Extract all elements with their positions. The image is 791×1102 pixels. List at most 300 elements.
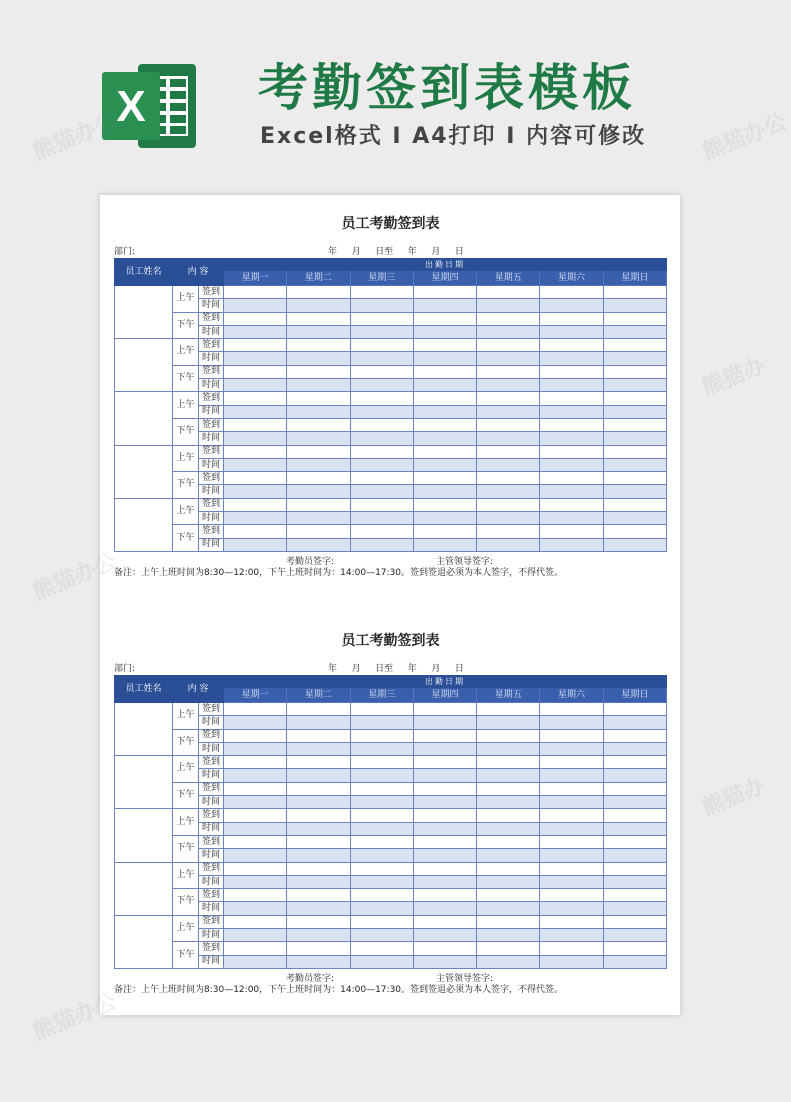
- attendance-cell[interactable]: [287, 286, 350, 299]
- attendance-cell[interactable]: [477, 365, 540, 378]
- attendance-cell[interactable]: [477, 915, 540, 928]
- attendance-cell[interactable]: [540, 339, 603, 352]
- attendance-cell[interactable]: [287, 312, 350, 325]
- attendance-cell[interactable]: [477, 445, 540, 458]
- attendance-cell[interactable]: [350, 538, 413, 551]
- attendance-cell[interactable]: [413, 418, 476, 431]
- attendance-cell[interactable]: [540, 512, 603, 525]
- attendance-cell[interactable]: [287, 392, 350, 405]
- attendance-cell[interactable]: [224, 756, 287, 769]
- attendance-cell[interactable]: [224, 392, 287, 405]
- attendance-cell[interactable]: [224, 339, 287, 352]
- attendance-cell[interactable]: [350, 432, 413, 445]
- attendance-cell[interactable]: [603, 955, 666, 968]
- attendance-cell[interactable]: [413, 716, 476, 729]
- attendance-cell[interactable]: [350, 418, 413, 431]
- attendance-cell[interactable]: [287, 796, 350, 809]
- attendance-cell[interactable]: [540, 809, 603, 822]
- attendance-cell[interactable]: [350, 955, 413, 968]
- attendance-cell[interactable]: [603, 942, 666, 955]
- attendance-cell[interactable]: [477, 902, 540, 915]
- row-label: 签到: [199, 418, 224, 431]
- attendance-cell[interactable]: [540, 458, 603, 471]
- attendance-cell[interactable]: [413, 849, 476, 862]
- attendance-cell[interactable]: [603, 352, 666, 365]
- attendance-cell[interactable]: [540, 392, 603, 405]
- attendance-cell[interactable]: [287, 742, 350, 755]
- attendance-cell[interactable]: [603, 796, 666, 809]
- attendance-cell[interactable]: [224, 432, 287, 445]
- attendance-cell[interactable]: [413, 432, 476, 445]
- attendance-cell[interactable]: [540, 915, 603, 928]
- attendance-cell[interactable]: [540, 498, 603, 511]
- attendance-cell[interactable]: [350, 756, 413, 769]
- attendance-cell[interactable]: [540, 955, 603, 968]
- attendance-cell[interactable]: [287, 538, 350, 551]
- attendance-cell[interactable]: [540, 703, 603, 716]
- attendance-cell[interactable]: [224, 889, 287, 902]
- attendance-cell[interactable]: [540, 822, 603, 835]
- attendance-cell[interactable]: [603, 929, 666, 942]
- attendance-cell[interactable]: [603, 432, 666, 445]
- row-label: 时间: [199, 325, 224, 338]
- attendance-cell[interactable]: [540, 352, 603, 365]
- attendance-cell[interactable]: [224, 379, 287, 392]
- attendance-cell[interactable]: [287, 472, 350, 485]
- attendance-cell[interactable]: [603, 392, 666, 405]
- attendance-cell[interactable]: [287, 498, 350, 511]
- employee-name-cell[interactable]: [115, 498, 173, 551]
- attendance-cell[interactable]: [287, 729, 350, 742]
- attendance-cell[interactable]: [540, 445, 603, 458]
- attendance-cell[interactable]: [413, 889, 476, 902]
- attendance-cell[interactable]: [477, 929, 540, 942]
- attendance-cell[interactable]: [477, 796, 540, 809]
- attendance-cell[interactable]: [350, 365, 413, 378]
- attendance-cell[interactable]: [603, 379, 666, 392]
- attendance-cell[interactable]: [603, 875, 666, 888]
- attendance-cell[interactable]: [413, 365, 476, 378]
- employee-name-cell[interactable]: [115, 703, 173, 756]
- employee-name-cell[interactable]: [115, 392, 173, 445]
- attendance-cell[interactable]: [540, 286, 603, 299]
- attendance-cell[interactable]: [287, 379, 350, 392]
- attendance-cell[interactable]: [287, 405, 350, 418]
- attendance-cell[interactable]: [287, 432, 350, 445]
- attendance-cell[interactable]: [477, 729, 540, 742]
- attendance-cell[interactable]: [224, 538, 287, 551]
- attendance-cell[interactable]: [413, 458, 476, 471]
- attendance-cell[interactable]: [350, 915, 413, 928]
- attendance-cell[interactable]: [477, 716, 540, 729]
- attendance-cell[interactable]: [603, 769, 666, 782]
- attendance-cell[interactable]: [540, 485, 603, 498]
- attendance-cell[interactable]: [477, 862, 540, 875]
- attendance-cell[interactable]: [477, 472, 540, 485]
- attendance-cell[interactable]: [603, 312, 666, 325]
- attendance-cell[interactable]: [477, 325, 540, 338]
- attendance-cell[interactable]: [350, 742, 413, 755]
- attendance-cell[interactable]: [413, 498, 476, 511]
- attendance-cell[interactable]: [224, 498, 287, 511]
- attendance-cell[interactable]: [540, 902, 603, 915]
- attendance-cell[interactable]: [540, 929, 603, 942]
- attendance-cell[interactable]: [224, 835, 287, 848]
- attendance-cell[interactable]: [413, 942, 476, 955]
- attendance-cell[interactable]: [350, 498, 413, 511]
- attendance-cell[interactable]: [413, 472, 476, 485]
- attendance-cell[interactable]: [350, 889, 413, 902]
- attendance-cell[interactable]: [350, 325, 413, 338]
- header-weekday: 星期日: [603, 688, 666, 703]
- attendance-cell[interactable]: [603, 498, 666, 511]
- attendance-cell[interactable]: [603, 365, 666, 378]
- attendance-cell[interactable]: [350, 299, 413, 312]
- attendance-cell[interactable]: [350, 525, 413, 538]
- attendance-cell[interactable]: [287, 458, 350, 471]
- attendance-cell[interactable]: [413, 782, 476, 795]
- attendance-cell[interactable]: [540, 862, 603, 875]
- attendance-cell[interactable]: [477, 485, 540, 498]
- attendance-cell[interactable]: [413, 392, 476, 405]
- attendance-cell[interactable]: [477, 942, 540, 955]
- employee-name-cell[interactable]: [115, 809, 173, 862]
- attendance-cell[interactable]: [603, 525, 666, 538]
- attendance-cell[interactable]: [413, 915, 476, 928]
- attendance-cell[interactable]: [350, 769, 413, 782]
- attendance-cell[interactable]: [603, 458, 666, 471]
- attendance-cell[interactable]: [413, 485, 476, 498]
- attendance-cell[interactable]: [540, 379, 603, 392]
- table-row: [115, 835, 667, 848]
- attendance-cell[interactable]: [540, 729, 603, 742]
- attendance-cell[interactable]: [603, 835, 666, 848]
- header-content: 内 容: [173, 259, 224, 286]
- attendance-cell[interactable]: [540, 325, 603, 338]
- attendance-cell[interactable]: [477, 742, 540, 755]
- attendance-cell[interactable]: [350, 729, 413, 742]
- attendance-cell[interactable]: [540, 405, 603, 418]
- attendance-cell[interactable]: [477, 418, 540, 431]
- attendance-cell[interactable]: [224, 472, 287, 485]
- attendance-cell[interactable]: [350, 286, 413, 299]
- attendance-cell[interactable]: [540, 716, 603, 729]
- attendance-cell[interactable]: [413, 875, 476, 888]
- attendance-cell[interactable]: [413, 769, 476, 782]
- attendance-cell[interactable]: [477, 889, 540, 902]
- attendance-cell[interactable]: [477, 849, 540, 862]
- attendance-cell[interactable]: [350, 716, 413, 729]
- attendance-cell[interactable]: [477, 769, 540, 782]
- attendance-cell[interactable]: [603, 822, 666, 835]
- attendance-cell[interactable]: [287, 352, 350, 365]
- attendance-cell[interactable]: [224, 458, 287, 471]
- attendance-cell[interactable]: [603, 485, 666, 498]
- attendance-cell[interactable]: [603, 756, 666, 769]
- attendance-cell[interactable]: [540, 299, 603, 312]
- attendance-cell[interactable]: [287, 703, 350, 716]
- attendance-cell[interactable]: [287, 849, 350, 862]
- attendance-cell[interactable]: [287, 875, 350, 888]
- attendance-cell[interactable]: [287, 769, 350, 782]
- attendance-cell[interactable]: [224, 299, 287, 312]
- attendance-cell[interactable]: [287, 445, 350, 458]
- attendance-cell[interactable]: [287, 835, 350, 848]
- attendance-cell[interactable]: [287, 809, 350, 822]
- attendance-cell[interactable]: [413, 525, 476, 538]
- attendance-cell[interactable]: [350, 458, 413, 471]
- attendance-cell[interactable]: [413, 379, 476, 392]
- attendance-cell[interactable]: [224, 365, 287, 378]
- attendance-cell[interactable]: [603, 809, 666, 822]
- attendance-cell[interactable]: [224, 729, 287, 742]
- attendance-cell[interactable]: [224, 942, 287, 955]
- attendance-cell[interactable]: [224, 325, 287, 338]
- attendance-table: [114, 675, 667, 969]
- attendance-cell[interactable]: [350, 822, 413, 835]
- attendance-cell[interactable]: [603, 782, 666, 795]
- attendance-cell[interactable]: [350, 379, 413, 392]
- attendance-cell[interactable]: [540, 769, 603, 782]
- attendance-cell[interactable]: [413, 756, 476, 769]
- employee-name-cell[interactable]: [115, 862, 173, 915]
- attendance-cell[interactable]: [477, 538, 540, 551]
- attendance-cell[interactable]: [603, 902, 666, 915]
- attendance-cell[interactable]: [477, 525, 540, 538]
- attendance-cell[interactable]: [287, 955, 350, 968]
- attendance-cell[interactable]: [540, 796, 603, 809]
- attendance-cell[interactable]: [287, 889, 350, 902]
- attendance-cell[interactable]: [477, 756, 540, 769]
- attendance-cell[interactable]: [224, 405, 287, 418]
- attendance-cell[interactable]: [477, 512, 540, 525]
- attendance-cell[interactable]: [540, 782, 603, 795]
- attendance-cell[interactable]: [287, 325, 350, 338]
- attendance-cell[interactable]: [413, 822, 476, 835]
- table-row: [115, 365, 667, 378]
- attendance-cell[interactable]: [224, 796, 287, 809]
- attendance-cell[interactable]: [540, 835, 603, 848]
- attendance-cell[interactable]: [224, 902, 287, 915]
- attendance-cell[interactable]: [350, 849, 413, 862]
- attendance-cell[interactable]: [540, 875, 603, 888]
- attendance-cell[interactable]: [224, 862, 287, 875]
- attendance-cell[interactable]: [540, 418, 603, 431]
- attendance-cell[interactable]: [350, 902, 413, 915]
- attendance-cell[interactable]: [413, 902, 476, 915]
- attendance-cell[interactable]: [540, 525, 603, 538]
- attendance-cell[interactable]: [350, 512, 413, 525]
- attendance-cell[interactable]: [603, 299, 666, 312]
- attendance-cell[interactable]: [413, 286, 476, 299]
- attendance-cell[interactable]: [603, 862, 666, 875]
- attendance-cell[interactable]: [477, 782, 540, 795]
- attendance-cell[interactable]: [224, 312, 287, 325]
- attendance-cell[interactable]: [540, 472, 603, 485]
- attendance-cell[interactable]: [287, 862, 350, 875]
- attendance-cell[interactable]: [540, 889, 603, 902]
- attendance-cell[interactable]: [287, 902, 350, 915]
- attendance-cell[interactable]: [413, 299, 476, 312]
- attendance-cell[interactable]: [540, 365, 603, 378]
- attendance-cell[interactable]: [287, 418, 350, 431]
- attendance-cell[interactable]: [413, 405, 476, 418]
- attendance-cell[interactable]: [413, 339, 476, 352]
- attendance-cell[interactable]: [603, 849, 666, 862]
- attendance-cell[interactable]: [287, 942, 350, 955]
- attendance-cell[interactable]: [477, 955, 540, 968]
- attendance-cell[interactable]: [287, 782, 350, 795]
- row-label: 时间: [199, 796, 224, 809]
- attendance-cell[interactable]: [224, 915, 287, 928]
- employee-name-cell[interactable]: [115, 915, 173, 968]
- attendance-cell[interactable]: [540, 312, 603, 325]
- attendance-cell[interactable]: [287, 299, 350, 312]
- attendance-cell[interactable]: [350, 472, 413, 485]
- attendance-cell[interactable]: [477, 352, 540, 365]
- attendance-cell[interactable]: [350, 929, 413, 942]
- attendance-cell[interactable]: [350, 796, 413, 809]
- attendance-cell[interactable]: [413, 703, 476, 716]
- attendance-cell[interactable]: [413, 538, 476, 551]
- attendance-cell[interactable]: [603, 405, 666, 418]
- attendance-cell[interactable]: [350, 392, 413, 405]
- attendance-cell[interactable]: [224, 875, 287, 888]
- attendance-cell[interactable]: [350, 875, 413, 888]
- attendance-cell[interactable]: [477, 458, 540, 471]
- attendance-cell[interactable]: [350, 352, 413, 365]
- attendance-cell[interactable]: [603, 729, 666, 742]
- attendance-cell[interactable]: [477, 875, 540, 888]
- attendance-cell[interactable]: [603, 445, 666, 458]
- attendance-cell[interactable]: [413, 729, 476, 742]
- attendance-cell[interactable]: [540, 756, 603, 769]
- attendance-cell[interactable]: [603, 512, 666, 525]
- attendance-cell[interactable]: [224, 769, 287, 782]
- attendance-cell[interactable]: [413, 809, 476, 822]
- attendance-cell[interactable]: [413, 955, 476, 968]
- attendance-cell[interactable]: [477, 392, 540, 405]
- attendance-cell[interactable]: [224, 929, 287, 942]
- attendance-cell[interactable]: [350, 339, 413, 352]
- attendance-cell[interactable]: [287, 822, 350, 835]
- attendance-cell[interactable]: [413, 352, 476, 365]
- attendance-cell[interactable]: [477, 286, 540, 299]
- attendance-cell[interactable]: [287, 756, 350, 769]
- attendance-cell[interactable]: [540, 538, 603, 551]
- attendance-cell[interactable]: [603, 538, 666, 551]
- attendance-cell[interactable]: [224, 782, 287, 795]
- attendance-cell[interactable]: [350, 809, 413, 822]
- attendance-cell[interactable]: [540, 942, 603, 955]
- attendance-cell[interactable]: [477, 339, 540, 352]
- attendance-cell[interactable]: [477, 822, 540, 835]
- attendance-cell[interactable]: [413, 835, 476, 848]
- attendance-cell[interactable]: [224, 809, 287, 822]
- attendance-cell[interactable]: [603, 915, 666, 928]
- attendance-cell[interactable]: [413, 312, 476, 325]
- attendance-cell[interactable]: [350, 485, 413, 498]
- attendance-cell[interactable]: [477, 835, 540, 848]
- attendance-cell[interactable]: [350, 405, 413, 418]
- attendance-cell[interactable]: [477, 809, 540, 822]
- attendance-cell[interactable]: [413, 325, 476, 338]
- attendance-cell[interactable]: [603, 742, 666, 755]
- attendance-cell[interactable]: [603, 418, 666, 431]
- attendance-cell[interactable]: [603, 286, 666, 299]
- attendance-cell[interactable]: [350, 862, 413, 875]
- attendance-cell[interactable]: [477, 379, 540, 392]
- attendance-cell[interactable]: [224, 525, 287, 538]
- attendance-cell[interactable]: [603, 889, 666, 902]
- attendance-cell[interactable]: [287, 365, 350, 378]
- attendance-cell[interactable]: [350, 703, 413, 716]
- attendance-cell[interactable]: [224, 352, 287, 365]
- attendance-cell[interactable]: [287, 716, 350, 729]
- attendance-cell[interactable]: [350, 942, 413, 955]
- employee-name-cell[interactable]: [115, 339, 173, 392]
- attendance-cell[interactable]: [477, 432, 540, 445]
- employee-name-cell[interactable]: [115, 286, 173, 339]
- attendance-cell[interactable]: [287, 929, 350, 942]
- employee-name-cell[interactable]: [115, 756, 173, 809]
- attendance-cell[interactable]: [477, 498, 540, 511]
- attendance-cell[interactable]: [413, 445, 476, 458]
- attendance-cell[interactable]: [540, 742, 603, 755]
- attendance-cell[interactable]: [224, 742, 287, 755]
- attendance-cell[interactable]: [224, 286, 287, 299]
- attendance-cell[interactable]: [224, 822, 287, 835]
- attendance-cell[interactable]: [224, 703, 287, 716]
- attendance-cell[interactable]: [603, 716, 666, 729]
- attendance-cell[interactable]: [350, 835, 413, 848]
- attendance-cell[interactable]: [540, 432, 603, 445]
- attendance-cell[interactable]: [413, 862, 476, 875]
- attendance-cell[interactable]: [350, 445, 413, 458]
- attendance-cell[interactable]: [287, 485, 350, 498]
- attendance-cell[interactable]: [224, 485, 287, 498]
- attendance-cell[interactable]: [287, 512, 350, 525]
- attendance-cell[interactable]: [224, 955, 287, 968]
- attendance-cell[interactable]: [413, 512, 476, 525]
- attendance-cell[interactable]: [603, 703, 666, 716]
- attendance-cell[interactable]: [224, 512, 287, 525]
- attendance-cell[interactable]: [603, 339, 666, 352]
- pm-label: 下午: [173, 835, 199, 862]
- attendance-cell[interactable]: [603, 472, 666, 485]
- attendance-cell[interactable]: [413, 929, 476, 942]
- attendance-cell[interactable]: [603, 325, 666, 338]
- attendance-cell[interactable]: [287, 525, 350, 538]
- attendance-cell[interactable]: [350, 312, 413, 325]
- attendance-cell[interactable]: [224, 418, 287, 431]
- attendance-cell[interactable]: [224, 716, 287, 729]
- attendance-cell[interactable]: [287, 915, 350, 928]
- employee-name-cell[interactable]: [115, 445, 173, 498]
- attendance-cell[interactable]: [350, 782, 413, 795]
- attendance-cell[interactable]: [477, 405, 540, 418]
- attendance-cell[interactable]: [413, 742, 476, 755]
- attendance-cell[interactable]: [224, 445, 287, 458]
- attendance-cell[interactable]: [477, 299, 540, 312]
- attendance-cell[interactable]: [477, 703, 540, 716]
- attendance-cell[interactable]: [224, 849, 287, 862]
- attendance-cell[interactable]: [413, 796, 476, 809]
- attendance-cell[interactable]: [287, 339, 350, 352]
- attendance-cell[interactable]: [477, 312, 540, 325]
- attendance-cell[interactable]: [540, 849, 603, 862]
- department-label: 部门:: [114, 247, 136, 257]
